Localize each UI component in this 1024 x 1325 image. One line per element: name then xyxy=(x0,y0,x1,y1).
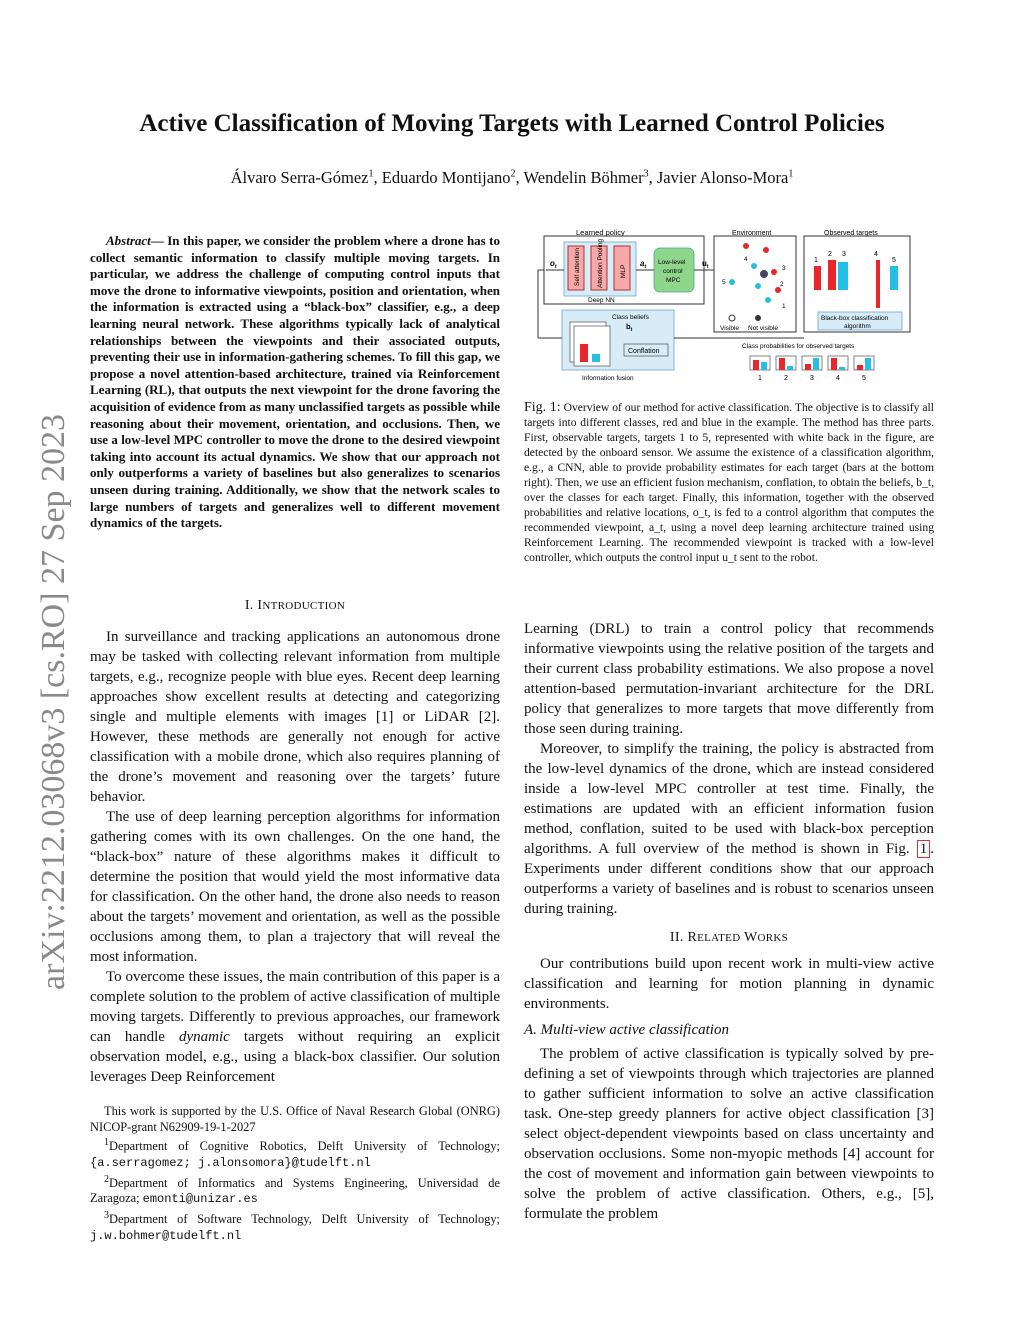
probability-target-number: 2 xyxy=(784,375,788,382)
probability-target-number: 5 xyxy=(862,375,866,382)
black-box-label: algorithm xyxy=(844,323,871,330)
o-t-label: $o_t$ xyxy=(550,259,557,270)
env-target-number: 1 xyxy=(782,303,786,310)
author-name: Javier Alonso-Mora xyxy=(656,168,789,187)
footnotes xyxy=(90,1104,500,1244)
conflation-label: Conflation xyxy=(628,348,660,355)
email: emonti@unizar.es xyxy=(142,1192,258,1207)
belief-bar xyxy=(580,344,588,362)
section-heading-related-works: II. RELATED WORKS xyxy=(669,930,789,945)
affiliation-2: $^2$Department of Informatics and Systems Engineering, Universidad de Zaragoza; emonti@unizar.es xyxy=(90,1173,500,1207)
target-marker xyxy=(751,263,757,269)
environment-label: Environment xyxy=(732,230,772,237)
email: {a.serragomez; j.alonsomora}@tudelft.nl xyxy=(90,1155,371,1170)
a-t-label: $a_t$ xyxy=(640,259,647,270)
author-affiliation-mark: 3 xyxy=(643,168,649,180)
paragraph: To overcome these issues, the main contribution of this paper is a complete solution to the problem of active classification of multiple moving targets. Differently to previous approaches, our framework can handle dynamic targets without requiring an explicit observation model, e.g., using a black-box classifier. Our solution leverages Deep Reinforcement xyxy=(90,969,500,1085)
paragraph: The use of deep learning perception algorithms for information gathering comes with its own challenges. On the one hand, the “black-box” nature of these algorithms makes it difficult to determine the position that would yield the most informative data for classification. On the other hand, the drone also needs to reason about the targets’ movement and orientation, as well as the possible occlusions among them, to plan a trajectory that will reveal the most information. xyxy=(90,809,500,965)
observed-target-bar xyxy=(838,262,848,290)
information-fusion-label: Information fusion xyxy=(582,375,634,382)
env-target-number: 4 xyxy=(744,256,748,263)
related-works-body xyxy=(524,954,934,1224)
observed-target-bar xyxy=(828,260,836,290)
observed-targets-label: Observed targets xyxy=(824,230,878,237)
section-heading-introduction: I. INTRODUCTION xyxy=(244,598,346,613)
target-marker xyxy=(763,247,769,253)
environment-box xyxy=(714,236,796,332)
target-marker xyxy=(765,297,771,303)
figure-1-diagram xyxy=(536,226,928,386)
affiliation-3: $^3$Department of Software Technology, Delft University of Technology; j.w.bohmer@tudelft.nl xyxy=(90,1209,500,1243)
not-visible-legend-label: Not visible xyxy=(748,325,778,332)
class-probabilities-label: Class probabilities for observed targets xyxy=(742,343,855,350)
caption-label: Fig. 1: xyxy=(524,400,561,415)
abstract-text: In this paper, we consider the problem where a drone has to collect semantic information to classify multiple moving targets. In particular, we address the challenge of computing control inputs that move the drone to informative viewpoints, position and orientation, when the information is extracted using a “black-box” classifier, e.g., a deep learning neural network. These algorithms typically lack of analytical relationships between the viewpoints and their associated outputs, preventing their use in information-gathering schemes. To fill this gap, we propose a novel attention-based architecture, trained via Reinforcement Learning (RL), that outputs the next viewpoint for the drone favoring the acquisition of evidence from as many unclassified targets as possible while reasoning about their movement, orientation, and occlusions. Then, we use a low-level MPC controller to move the drone to the desired viewpoint taking into account its actual dynamics. We show that our approach not only outperforms a variety of baselines but also generalizes to scenarios unseen during training. Additionally, we show that the network scales to large numbers of targets and generalizes well to different movement dynamics of the targets. xyxy=(90,233,500,531)
b-t-label: $b_t$ xyxy=(626,322,633,333)
right-column-body xyxy=(524,619,934,919)
deep-nn-label: Deep NN xyxy=(588,297,615,304)
env-target-number: 2 xyxy=(780,281,784,288)
observed-target-bar xyxy=(890,266,898,290)
abstract: Abstract— In this paper, we consider the problem where a drone has to collect semantic information to classify multiple moving targets. In particular, we address the challenge of computing control inputs that move the drone to informative viewpoints, position and orientation, when the information is extracted using a “black-box” classifier, e.g., a deep learning neural network. These algorithms typically lack of analytical relationships between the viewpoints and their associated outputs, preventing their use in information-gathering schemes. To fill this gap, we propose a novel attention-based architecture, trained via Reinforcement Learning (RL), that outputs the next viewpoint for the drone favoring the acquisition of evidence from as many unclassified targets as possible while reasoning about their movement, orientation, and occlusions. Then, we use a low-level MPC controller to move the drone to the desired viewpoint taking into account its actual dynamics. We show that our approach not only outperforms a variety of baselines but also generalizes to scenarios unseen during training. Additionally, we show that the network scales to large numbers of targets and generalizes well to different movement dynamics of the targets. xyxy=(90,233,500,531)
paragraph: Learning (DRL) to train a control policy that recommends informative viewpoints using the relative position of the targets and their current class probability estimations. We also propose a novel attention-based permutation-invariant architecture for the DRL policy that generalizes to more targets that move differently from those seen during training. xyxy=(524,621,934,737)
env-target-number: 3 xyxy=(782,265,786,272)
visible-legend-label: Visible xyxy=(720,325,740,332)
not-visible-legend-marker xyxy=(755,315,761,321)
introduction-body xyxy=(90,627,500,1087)
abstract-lead: Abstract xyxy=(106,233,151,248)
attention-pooling-label: Attention Pooling xyxy=(597,238,604,288)
paragraph: In surveillance and tracking applications an autonomous drone may be tasked with collecting relevant information from multiple targets, e.g., recognize people with blue eyes. Recent deep learning approaches show excellent results at detecting and categorizing single and multiple elements with images [1] or LiDAR [2]. However, these methods are generally not enough for active classification with a mobile drone, which also requires planning of the drone’s movement and reasoning over the targets’ future behavior. xyxy=(90,629,500,805)
paragraph: Moreover, to simplify the training, the policy is abstracted from the low-level dynamics of the drone, which are instead considered inside a low-level MPC controller at test time. Finally, the estimations are updated with an efficient information fusion method, conflation, suited to be used with black-box perception algorithms. A full overview of the method is shown in Fig. 1 . Experiments under different conditions show that our approach outperforms a variety of baselines and is robust to scenarios unseen during training. xyxy=(524,741,934,917)
author-affiliation-mark: 2 xyxy=(510,168,516,180)
target-marker xyxy=(729,279,735,285)
target-marker xyxy=(771,269,777,275)
arxiv-identifier-stamp xyxy=(20,350,80,990)
drone-marker xyxy=(760,270,768,278)
paper-title: Active Classification of Moving Targets with Learned Control Policies xyxy=(139,110,885,137)
mpc-label-line: control xyxy=(663,268,683,275)
visible-legend-marker xyxy=(729,315,735,321)
u-t-label: $u_t$ xyxy=(702,259,709,270)
class-beliefs-label: Class beliefs xyxy=(612,314,649,321)
figure-1-caption xyxy=(524,400,934,565)
email: j.w.bohmer@tudelft.nl xyxy=(90,1228,242,1243)
self-attention-label: Self attention xyxy=(574,248,581,286)
author-name: Álvaro Serra-Gómez xyxy=(230,168,369,187)
author-name: Eduardo Montijano xyxy=(381,168,511,187)
paragraph: Our contributions build upon recent work in multi-view active classification and learning for motion planning in dynamic environments. xyxy=(524,956,934,1012)
subsection-heading: A. Multi-view active classification xyxy=(524,1022,729,1038)
mpc-label-line: Low-level xyxy=(658,259,686,266)
observed-target-number: 5 xyxy=(892,257,896,264)
observed-target-bar xyxy=(814,266,821,290)
author-list: Álvaro Serra-Gómez$^1$, Eduardo Montijano$^2$, Wendelin Böhmer$^3$, Javier Alonso-Mora$^1$ xyxy=(230,168,794,187)
probability-target-number: 3 xyxy=(810,375,814,382)
mpc-label-line: MPC xyxy=(666,277,681,284)
left-column xyxy=(90,233,500,532)
figure-reference-link[interactable]: 1 xyxy=(917,840,931,858)
env-target-number: 5 xyxy=(722,279,726,286)
caption-text: Overview of our method for active classification. The objective is to classify all targets into different classes, red and blue in the example. The method has three parts. First, observable targets, targets 1 to 5, represented with white back in the figure, are detected by the onboard sensor. We assume the existence of a classification algorithm, e.g., a CNN, able to provide probability estimates for each target (bars at the bottom right). Then, we use an efficient fusion mechanism, conflation, to obtain the beliefs, b_t, over the classes for each target. Finally, this information, together with the observed probabilities and relative locations, o_t, is fed to a control algorithm that computes the recommended viewpoint, a_t, using a novel deep learning architecture trained using Reinforcement Learning. The recommended viewpoint is tracked with a low-level controller, which outputs the control input u_t sent to the robot. xyxy=(524,401,934,564)
mlp-label: MLP xyxy=(620,264,627,278)
probability-target-number: 4 xyxy=(836,375,840,382)
probability-target-number: 1 xyxy=(758,375,762,382)
observed-target-bar xyxy=(876,260,880,308)
author-affiliation-mark: 1 xyxy=(788,168,794,180)
affiliation-1: $^1$Department of Cognitive Robotics, Delft University of Technology; {a.serragomez; j.alonsomora}@tudelft.nl xyxy=(90,1137,500,1170)
class-probability-bars xyxy=(750,356,874,370)
belief-bar xyxy=(592,354,600,362)
target-marker xyxy=(755,283,761,289)
author-affiliation-mark: 1 xyxy=(368,168,374,180)
observed-target-number: 4 xyxy=(874,251,878,258)
arxiv-id-text: arXiv:2212.03068v3 [cs.RO] 27 Sep 2023 xyxy=(35,413,72,990)
funding-note: This work is supported by the U.S. Office of Naval Research Global (ONRG) NICOP-grant N62909-19-1-2027 xyxy=(90,1104,500,1134)
black-box-label: Black-box classification xyxy=(821,315,889,322)
observed-target-number: 3 xyxy=(842,251,846,258)
target-marker xyxy=(743,243,749,249)
paragraph: The problem of active classification is typically solved by pre-defining a set of viewpoints through which trajectories are planned to gather sufficient information to solve an active classification task. One-step greedy planners for active object classification [3] select object-dependent viewpoints based on class uncertainty and observation occlusions. Some non-myopic methods [4] account for the cost of movement and information gain between viewpoints to solve the problem of active classification. Others, e.g., [5], formulate the problem xyxy=(524,1046,934,1222)
author-name: Wendelin Böhmer xyxy=(523,168,644,187)
observed-target-number: 1 xyxy=(814,257,818,264)
learned-policy-label: Learned policy xyxy=(576,228,625,237)
observed-target-number: 2 xyxy=(828,251,832,258)
